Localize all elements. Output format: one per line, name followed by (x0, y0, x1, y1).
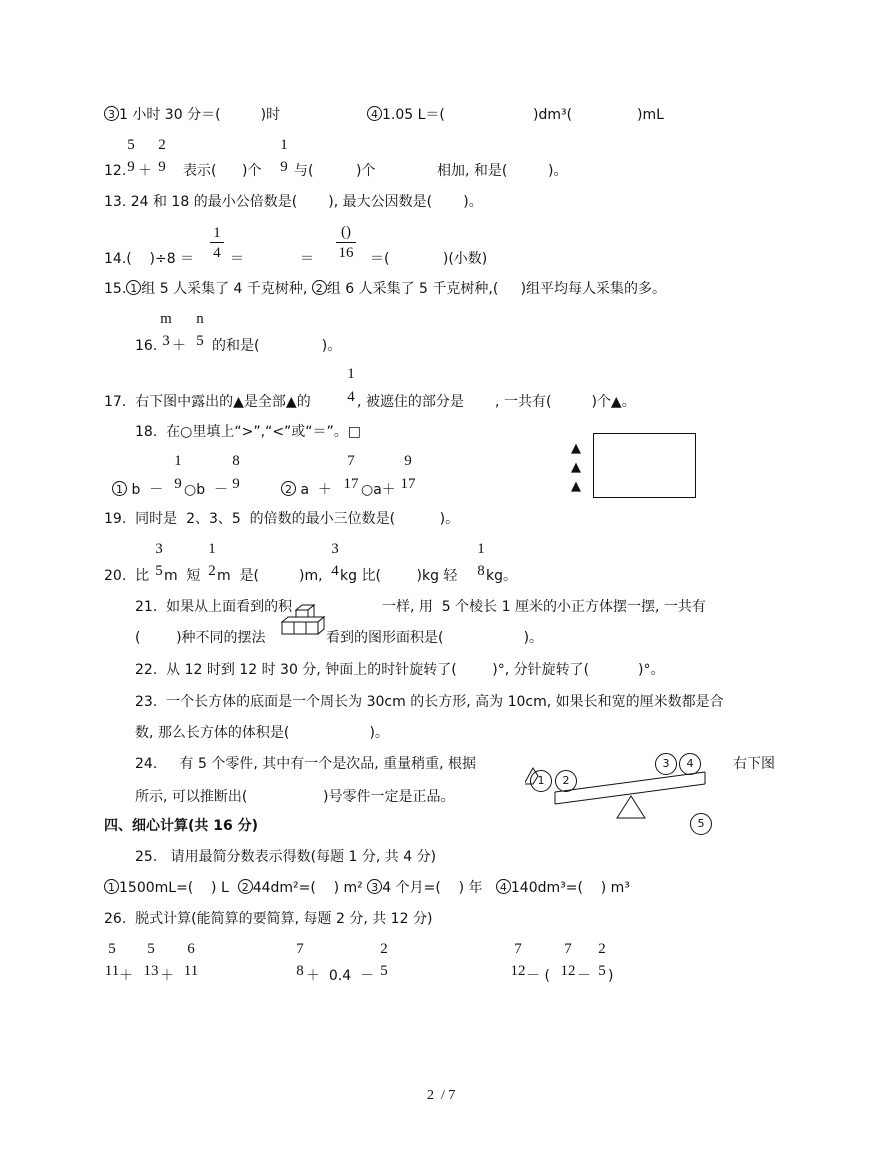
q21-line1b: 一样, 用 5 个棱长 1 厘米的小正方体摆一摆, 一共有 (382, 599, 706, 615)
q15-line: 15. 1 组 5 人采集了 4 千克树种, 2 组 6 人采集了 5 千克树种,( )组平均每人采集的多。 (104, 281, 667, 297)
q12-frac2-den: 9 (158, 159, 166, 175)
q14-text-b: ＝( )(小数) (370, 251, 488, 267)
q12-frac1-num: 5 (127, 137, 135, 153)
q16-frac1-den: 3 (162, 333, 170, 349)
q21-line2a: ( )种不同的摆法 (135, 630, 266, 646)
section-4-title: 四、细心计算(共 16 分) (104, 818, 259, 834)
q14-frac2-den: 16 (338, 245, 354, 261)
q14-text-a: 14.( )÷8 ＝ (104, 251, 195, 267)
q20-frac2-num: 1 (208, 541, 216, 557)
q26-e3-close: ) (608, 968, 614, 984)
q14-frac2-bar (336, 242, 356, 243)
q18-p2-mid: ○a＋ (361, 482, 396, 498)
part-3-icon: 3 (655, 753, 677, 775)
q18-p1-frac1-den: 9 (174, 476, 182, 492)
q11-part3: 3 1 小时 30 分＝( )时 (104, 106, 280, 124)
q14-frac1-bar (210, 242, 224, 243)
q16-frac2-den: 5 (196, 333, 204, 349)
q20-frac1-num: 3 (155, 541, 163, 557)
q14-eq1: ＝ (230, 251, 244, 267)
part-4-icon: 4 (679, 753, 701, 775)
q16-number: 16. (135, 338, 158, 354)
q14-frac1-den: 4 (213, 245, 221, 261)
q18-p2-frac2-num: 9 (404, 453, 412, 469)
q18-part2: 2 a ＋ (281, 481, 332, 499)
q18-part1: 1 b － (112, 481, 163, 499)
q16-frac2-num: n (196, 311, 204, 327)
q18-p1-mid: ○b － (184, 482, 229, 498)
q20-text-a: 20. 比 (104, 568, 150, 584)
q26-e1-op1: ＋ (119, 968, 133, 984)
q12-frac2-num: 2 (158, 137, 166, 153)
q11-part4-ml: )mL (637, 107, 664, 123)
page-number: 2 / 7 (427, 1088, 456, 1103)
q20-frac1-den: 5 (155, 563, 163, 579)
q11-part4: 4 1.05 L＝( (367, 106, 445, 124)
q12-number: 12. (104, 163, 127, 179)
q26-e3-c-num: 2 (598, 941, 606, 957)
q20-text-c: m 是( )m, (217, 568, 323, 584)
triangle-icon: ▲ (571, 460, 581, 475)
q11-part4-dm: )dm³( (533, 107, 573, 123)
q26-e3-a-den: 12 (510, 963, 526, 979)
q26-e1-c-num: 6 (187, 941, 195, 957)
q18-p2-frac2-den: 17 (400, 476, 416, 492)
q26-e1-a-num: 5 (108, 941, 116, 957)
q14-frac1-num: 1 (213, 225, 221, 241)
q19-text: 19. 同时是 2、3、5 的倍数的最小三位数是( )。 (104, 511, 460, 527)
q25-text: 25. 请用最简分数表示得数(每题 1 分, 共 4 分) (135, 849, 437, 865)
q26-e2-b-den: 5 (380, 963, 388, 979)
q21-line1a: 21. 如果从上面看到的积 (135, 599, 293, 615)
q26-text: 26. 脱式计算(能简算的要简算, 每题 2 分, 共 12 分) (104, 911, 433, 927)
q26-e3-b-num: 7 (564, 941, 572, 957)
q18-p2-frac1-num: 7 (347, 453, 355, 469)
q26-e3-c-den: 5 (598, 963, 606, 979)
q23-line1: 23. 一个长方体的底面是一个周长为 30cm 的长方形, 高为 10cm, 如果长和宽的厘米数都是合 (135, 694, 724, 710)
q17-frac-num: 1 (347, 366, 355, 382)
q12-frac1-den: 9 (127, 159, 135, 175)
q12-text-f: )。 (548, 163, 568, 179)
q12-frac3-num: 1 (280, 137, 288, 153)
q26-e1-b-den: 13 (143, 963, 159, 979)
q17-frac-den: 4 (347, 389, 355, 405)
q16-text: 的和是( )。 (212, 338, 342, 354)
part-1-icon: 1 (530, 770, 552, 792)
q20-frac4-den: 8 (477, 563, 485, 579)
q26-e1-b-num: 5 (147, 941, 155, 957)
q21-line2b: 看到的图形面积是( )。 (326, 630, 544, 646)
q26-e1-a-den: 11 (104, 963, 120, 979)
q13-text: 13. 24 和 18 的最小公倍数是( ), 最大公因数是( )。 (104, 194, 483, 210)
q26-e3-a-num: 7 (514, 941, 522, 957)
q18-p1-frac1-num: 1 (174, 453, 182, 469)
q26-e3-b-den: 12 (560, 963, 576, 979)
q26-e3-op2: － (577, 968, 591, 984)
q26-e3-op1: － ( (526, 968, 550, 984)
q18-p1-frac2-num: 8 (232, 453, 240, 469)
q26-e1-c-den: 11 (183, 963, 199, 979)
q23-line2: 数, 那么长方体的体积是( )。 (135, 725, 389, 741)
q20-text-e: kg。 (486, 568, 517, 584)
q26-e2-mid: ＋ 0.4 － (306, 968, 375, 984)
q12-text-b: )个 (242, 163, 262, 179)
q26-e2-a-den: 8 (296, 963, 304, 979)
q20-frac3-den: 4 (331, 563, 339, 579)
q12-plus: ＋ (138, 163, 152, 179)
q20-text-b: m 短 (164, 568, 201, 584)
triangle-icon: ▲ (571, 479, 581, 494)
q26-e2-b-num: 2 (380, 941, 388, 957)
part-2-icon: 2 (555, 770, 577, 792)
q16-plus: ＋ (172, 338, 186, 354)
q12-text-d: )个 (356, 163, 376, 179)
q20-frac3-num: 3 (331, 541, 339, 557)
q20-frac4-num: 1 (477, 541, 485, 557)
cube-figure (280, 604, 330, 644)
q22-text: 22. 从 12 时到 12 时 30 分, 钟面上的时针旋转了( )°, 分针旋转了( )°。 (135, 662, 665, 678)
q17-text-b: , 被遮住的部分是 , 一共有( )个▲。 (357, 394, 636, 410)
covering-rectangle (593, 433, 696, 498)
triangle-icon: ▲ (571, 441, 581, 456)
q12-frac3-den: 9 (280, 159, 288, 175)
q14-frac2-num: () (341, 224, 351, 240)
part-5-icon: 5 (690, 813, 712, 835)
q18-text: 18. 在○里填上“>”,“<”或“＝”。□ (135, 424, 362, 440)
q16-frac1-num: m (160, 311, 172, 327)
q25-items: 1 1500mL=( ) L 2 44dm²=( ) m² 3 4 个月=( ) 年 4 140dm³=( ) m³ (104, 879, 630, 897)
q24-line1b: 右下图 (733, 756, 775, 772)
q12-text-c: 与( (294, 163, 314, 179)
q26-e1-op2: ＋ (160, 968, 174, 984)
q12-text-a: 表示( (183, 163, 217, 179)
q12-text-e: 相加, 和是( (437, 163, 508, 179)
q14-eq2: ＝ (300, 251, 314, 267)
q17-text-a: 17. 右下图中露出的▲是全部▲的 (104, 394, 311, 410)
q18-p2-frac1-den: 17 (343, 476, 359, 492)
q20-text-d: kg 比( )kg 轻 (340, 568, 458, 584)
q18-p1-frac2-den: 9 (232, 476, 240, 492)
q24-line2: 所示, 可以推断出( )号零件一定是正品。 (135, 789, 455, 805)
q26-e2-a-num: 7 (296, 941, 304, 957)
q20-frac2-den: 2 (208, 563, 216, 579)
q24-line1: 24. 有 5 个零件, 其中有一个是次品, 重量稍重, 根据 (135, 756, 477, 772)
